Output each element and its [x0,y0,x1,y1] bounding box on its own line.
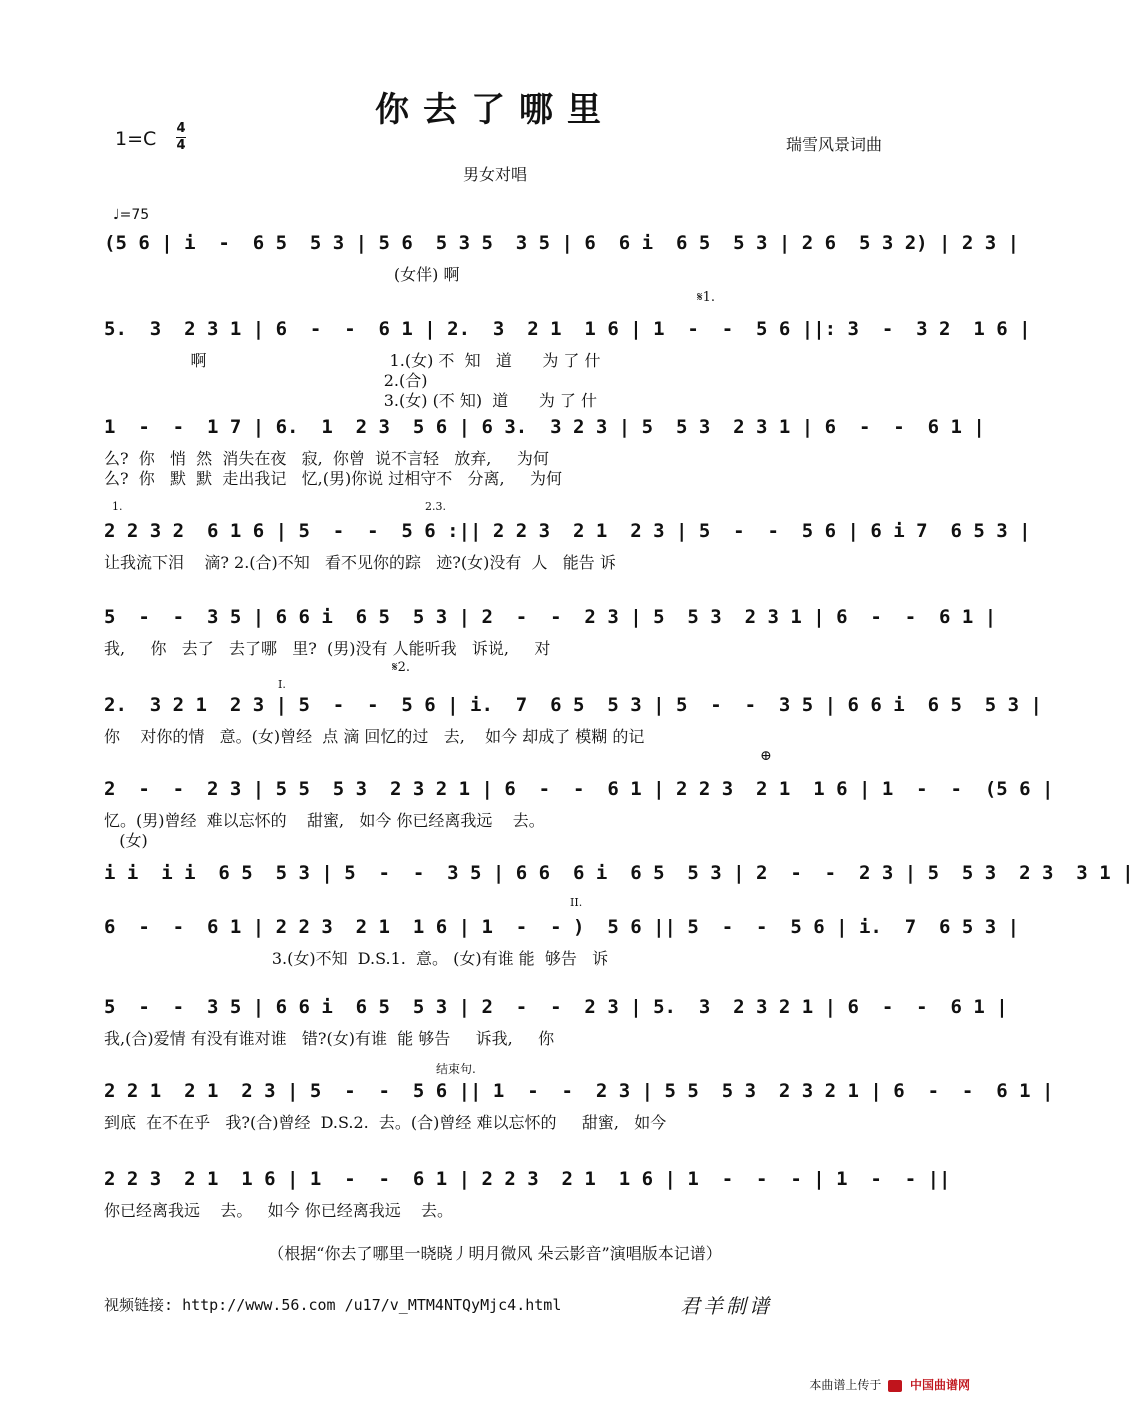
time-signature [176,122,186,153]
volta-II-label: II. [570,896,583,909]
upload-credit [809,1376,970,1393]
notation-line: i i i i 6 5 5 3 | 5 - - 3 5 | 6 6 6 i 6 5 5 3 | 2 - - 2 3 | 5 5 3 2 3 3 1 | [104,862,1134,884]
video-url[interactable]: http://www.56.com /u17/v_MTM4NTQyMjc4.html [182,1296,562,1314]
lyric-line: 我,(合)爱情 有没有谁对谁 错?(女)有谁 能 够告 诉我, 你 [104,1029,555,1048]
site-brand[interactable]: 中国曲谱网 [909,1378,970,1392]
time-signature-top: 4 [176,121,186,136]
subtitle: 男女对唱 [462,165,527,184]
time-signature-bottom: 4 [176,138,186,153]
volta-I-label: I. [278,678,286,691]
notation-line: 2 - - 2 3 | 5 5 5 3 2 3 2 1 | 6 - - 6 1 | 2 2 3 2 1 1 6 | 1 - - (5 6 | [104,778,1054,800]
notation-line: (5 6 | i - 6 5 5 3 | 5 6 5 3 5 3 5 | 6 6 i 6 5 5 3 | 2 6 5 3 2) | 2 3 | [104,232,1020,254]
lyric-line: 你 对你的情 意。(女)曾经 点 滴 回忆的过 去, 如今 却成了 模糊 的记 [104,727,645,746]
notation-line: 2 2 3 2 1 1 6 | 1 - - 6 1 | 2 2 3 2 1 1 6 | 1 - - - | 1 - - || [104,1168,951,1190]
volta-23-label: 2.3. [425,500,446,513]
lyric-line: 忆。(男)曾经 难以忘怀的 甜蜜, 如今 你已经离我远 去。 [104,811,545,830]
lyric-line: 3.(女) (不 知) 道 为 了 什 [104,391,597,410]
notation-line: 2 2 3 2 6 1 6 | 5 - - 5 6 :|| 2 2 3 2 1 2 3 | 5 - - 5 6 | 6 i 7 6 5 3 | [104,520,1031,542]
notation-line: 5 - - 3 5 | 6 6 i 6 5 5 3 | 2 - - 2 3 | 5. 3 2 3 2 1 | 6 - - 6 1 | [104,996,1008,1018]
source-note: （根据“你去了哪里一晓晓丿明月微风 朵云影音”演唱版本记谱） [268,1244,722,1263]
key-signature: 1=C [115,128,157,150]
lyric-line: 3.(女)不知 D.S.1. 意。 (女)有谁 能 够告 诉 [104,949,609,968]
lyric-line: 么? 你 默 默 走出我记 忆,(男)你说 过相守不 分离, 为何 [104,469,563,488]
lyric-line: 到底 在不在乎 我?(合)曾经 D.S.2. 去。(合)曾经 难以忘怀的 甜蜜, 如今 [104,1113,667,1132]
coda-marker-1: ⊕ [760,748,772,764]
composer-credit: 瑞雪风景词曲 [785,135,882,154]
notation-line: 2. 3 2 1 2 3 | 5 - - 5 6 | i. 7 6 5 5 3 | 5 - - 3 5 | 6 6 i 6 5 5 3 | [104,694,1042,716]
upload-text: 本曲谱上传于 [809,1378,882,1392]
lyric-line: 我, 你 去了 去了哪 里? (男)没有 人能听我 诉说, 对 [104,639,551,658]
segno-marker-1: 𝄋1. [697,290,715,305]
lyric-line: 让我流下泪 滴? 2.(合)不知 看不见你的踪 迹?(女)没有 人 能告 诉 [104,553,616,572]
page-title: 你去了哪里 [375,90,615,130]
lyric-line: 2.(合) [104,371,428,390]
lyric-line: 你已经离我远 去。 如今 你已经离我远 去。 [104,1201,454,1220]
lyric-line: (女) [104,831,148,850]
segno-marker-2: 𝄋2. [392,660,410,675]
ending-label: 结束句. [436,1062,476,1076]
site-logo-icon [888,1380,902,1392]
lyric-line: (女伴) 啊 [104,265,460,284]
notation-line: 1 - - 1 7 | 6. 1 2 3 5 6 | 6 3. 3 2 3 | 5 5 3 2 3 1 | 6 - - 6 1 | [104,416,985,438]
notation-line: 2 2 1 2 1 2 3 | 5 - - 5 6 || 1 - - 2 3 | 5 5 5 3 2 3 2 1 | 6 - - 6 1 | [104,1080,1054,1102]
video-link[interactable] [104,1294,561,1315]
tempo-marking: ♩=75 [113,207,150,223]
notation-line: 5. 3 2 3 1 | 6 - - 6 1 | 2. 3 2 1 1 6 | 1 - - 5 6 ||: 3 - 3 2 1 6 | [104,318,1031,340]
video-label: 视频链接: [104,1296,174,1314]
transcriber-signature: 君羊制谱 [680,1294,772,1318]
volta-1-label: 1. [112,500,123,513]
notation-line: 5 - - 3 5 | 6 6 i 6 5 5 3 | 2 - - 2 3 | 5 5 3 2 3 1 | 6 - - 6 1 | [104,606,997,628]
lyric-line: 啊 1.(女) 不 知 道 为 了 什 [104,351,601,370]
notation-line: 6 - - 6 1 | 2 2 3 2 1 1 6 | 1 - - ) 5 6 || 5 - - 5 6 | i. 7 6 5 3 | [104,916,1020,938]
lyric-line: 么? 你 悄 然 消失在夜 寂, 你曾 说不言轻 放弃, 为何 [104,449,549,468]
